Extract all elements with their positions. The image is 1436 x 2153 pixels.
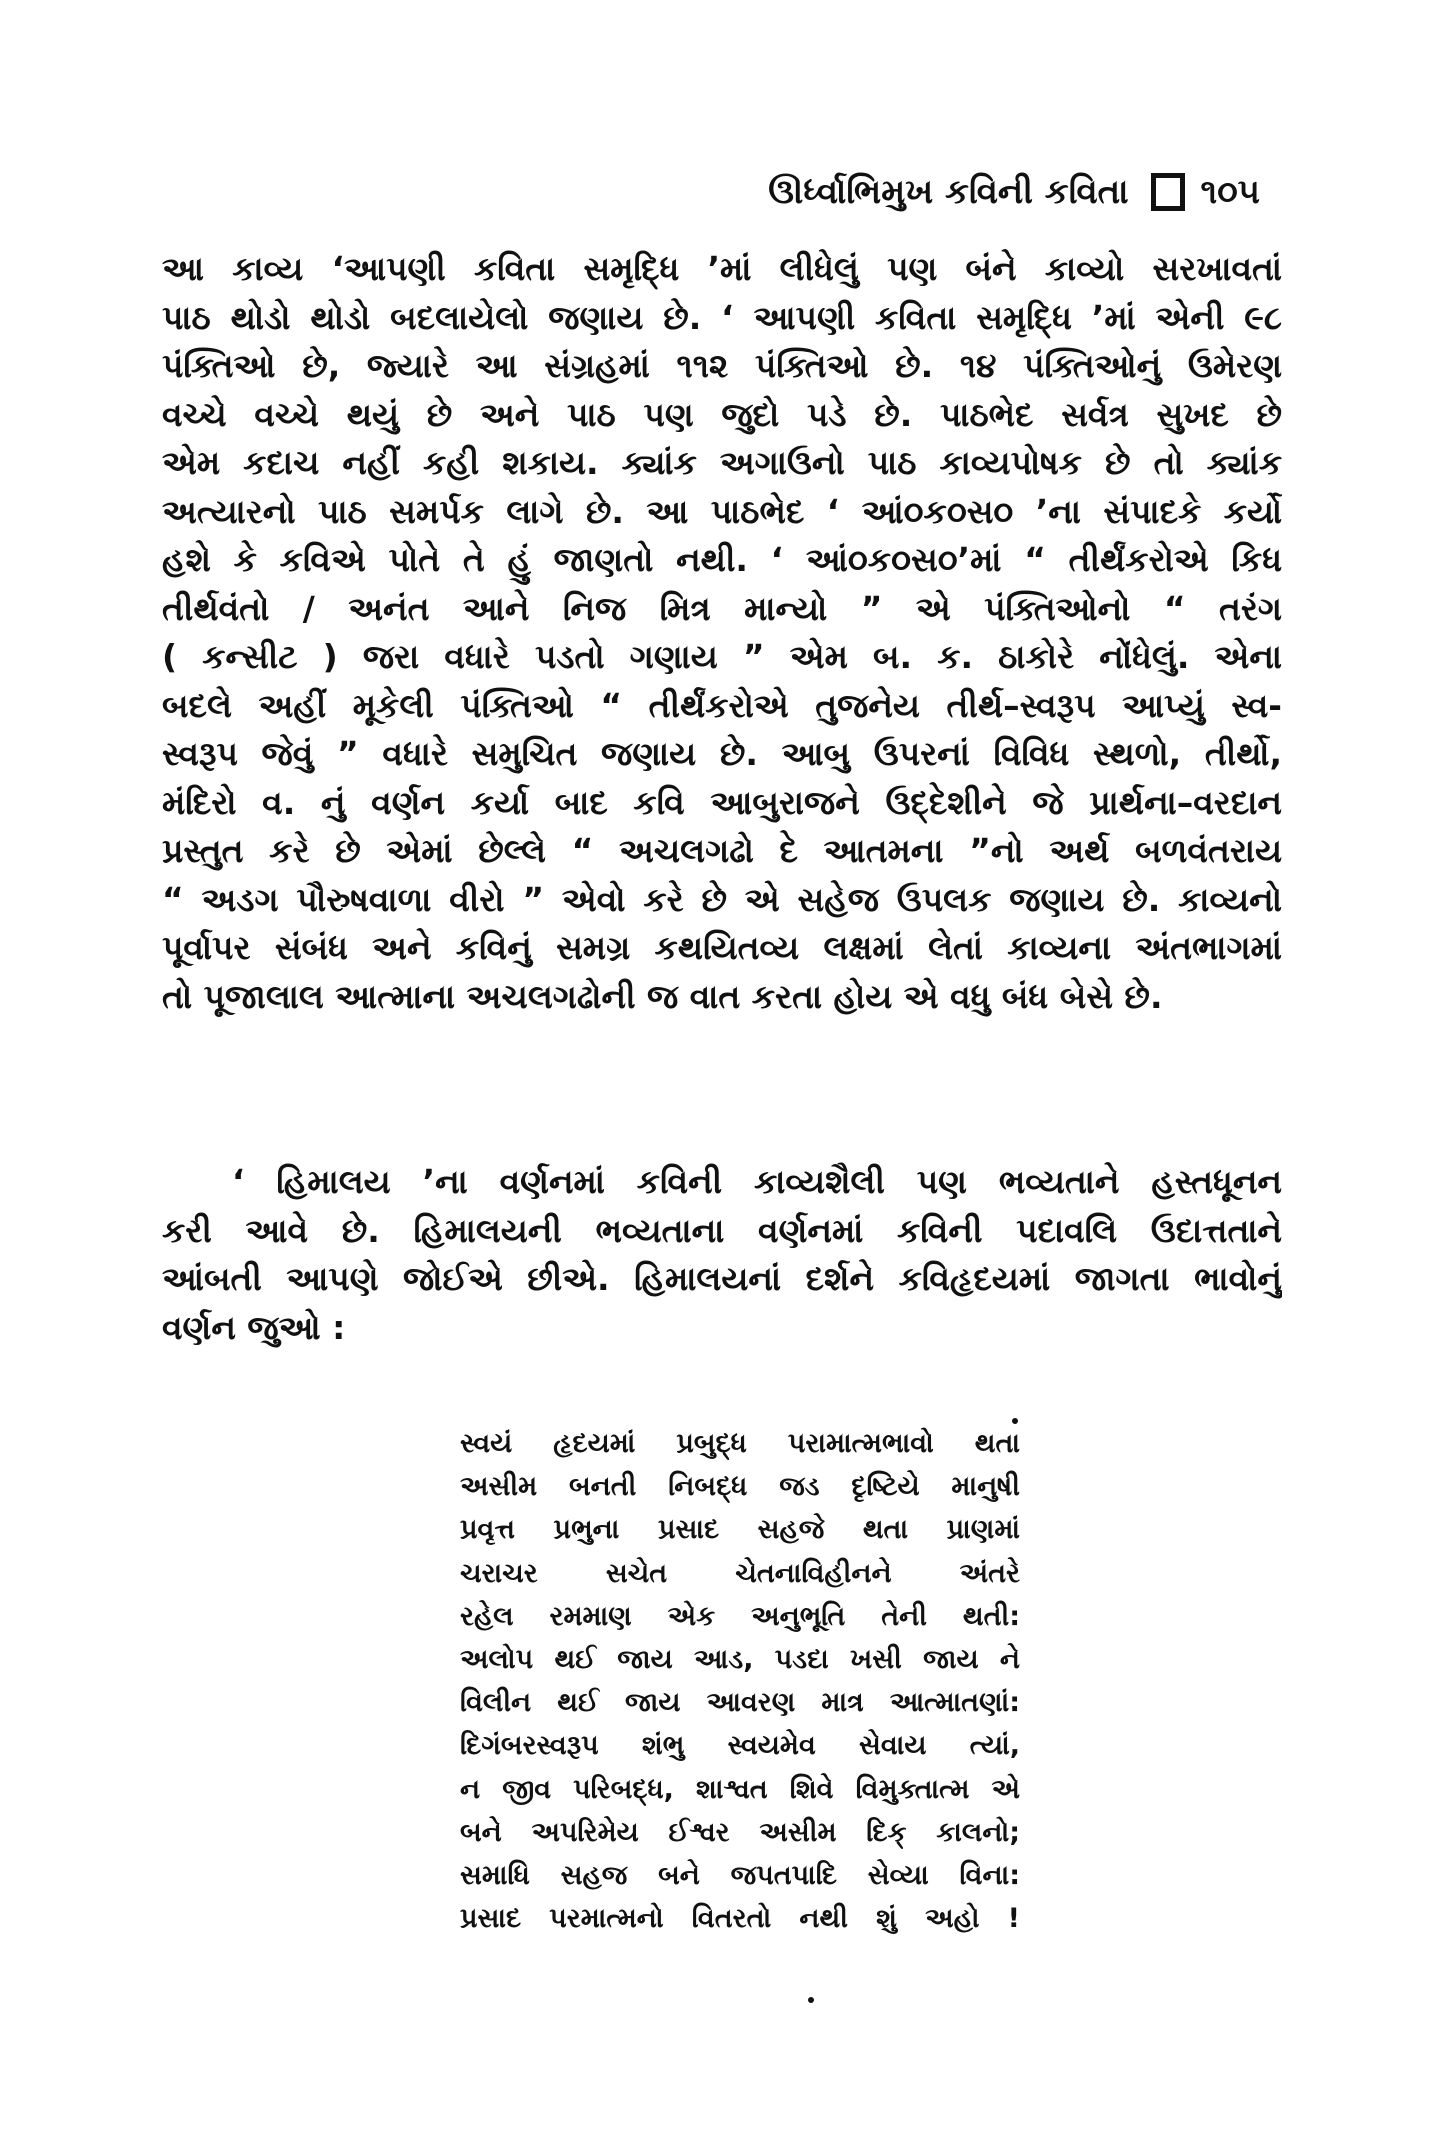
paragraph-1 [162, 245, 1282, 1021]
running-header [640, 162, 1260, 222]
paragraph-1-line: પૂર્વાપર સંબંધ અને કવિનું સમગ્ર કથયિતવ્ય લક્ષમાં લેતાં કાવ્યના અંતભાગમાં [162, 928, 1282, 967]
paragraph-2 [162, 1158, 1282, 1352]
verse-line: બને અપરિમેય ઈશ્વર અસીમ દિક્ કાલનો; [460, 1816, 1020, 1848]
verse-line: પ્રવૃત્ત પ્રભુના પ્રસાદ સહજે થતા પ્રાણમાં [460, 1514, 1020, 1546]
paragraph-2-line: આંબતી આપણે જોઈએ છીએ. હિમાલયનાં દર્શને કવિહૃદયમાં જાગતા ભાવોનું [162, 1259, 1282, 1298]
print-speck [1012, 1418, 1018, 1424]
paragraph-2-line: કરી આવે છે. હિમાલયની ભવ્યતાના વર્ણનમાં કવિની પદાવલિ ઉદાત્તતાને [162, 1210, 1282, 1250]
verse-line: રહેલ રમમાણ એક અનુભૂતિ તેની થતી: [460, 1600, 1020, 1632]
paragraph-1-line: એમ કદાચ નહીં કહી શકાય. ક્યાંક અગાઉનો પાઠ કાવ્યપોષક છે તો ક્યાંક [162, 443, 1282, 482]
paragraph-1-line: ( કન્સીટ ) જરા વધારે પડતો ગણાય ” એમ બ. ક. ઠાકોરે નોંધેલું. એના [162, 637, 1282, 676]
paragraph-1-line: પ્રસ્તુત કરે છે એમાં છેલ્લે “ અચલગઢો દે આતમના ”નો અર્થ બળવંતરાય [162, 831, 1282, 870]
verse-line: વિલીન થઈ જાય આવરણ માત્ર આત્માતણાં: [460, 1687, 1020, 1719]
verse-line: અલોપ થઈ જાય આડ, પડદા ખસી જાય ને [460, 1644, 1020, 1676]
verse-line: સ્વયં હૃદયમાં પ્રબુદ્ધ પરામાત્મભાવો થતા [460, 1428, 1020, 1459]
paragraph-1-line: તો પૂજાલાલ આત્માના અચલગઢોની જ વાત કરતા હોય એ વધુ બંધ બેસે છે. [162, 976, 1163, 1016]
running-header-title: ઊર્ધ્વાભિમુખ કવિની કવિતા [768, 172, 1129, 212]
paragraph-1-line: વચ્ચે વચ્ચે થયું છે અને પાઠ પણ જુદો પડે છે. પાઠભેદ સર્વત્ર સુખદ છે [162, 394, 1282, 434]
paragraph-1-line: હશે કે કવિએ પોતે તે હું જાણતો નથી. ‘ આં૦ક૦સ૦’માં “ તીર્થંકરોએ કિધ [162, 540, 1282, 579]
paragraph-1-line: બદલે અહીં મૂકેલી પંક્તિઓ “ તીર્થંકરોએ તુજનેય તીર્થ–સ્વરૂપ આપ્યું સ્વ- [162, 685, 1282, 725]
paragraph-2-line: વર્ણન જુઓ : [162, 1307, 346, 1347]
verse-line: પ્રસાદ પરમાત્મનો વિતરતો નથી શું અહો ! [460, 1903, 1020, 1935]
verse-line: ન જીવ પરિબદ્ધ, શાશ્વત શિવે વિમુક્તાત્મ એ [460, 1773, 1020, 1805]
paragraph-1-line: આ કાવ્ય ‘આપણી કવિતા સમૃદ્ધિ ’માં લીધેલું પણ બંને કાવ્યો સરખાવતાં [162, 249, 1282, 288]
verse-block [460, 1422, 1020, 1940]
paragraph-1-line: સ્વરૂપ જેવું ” વધારે સમુચિત જણાય છે. આબુ ઉપરનાં વિવિધ સ્થળો, તીર્થો, [162, 734, 1282, 773]
paragraph-1-line: “ અડગ પૌરુષવાળા વીરો ” એવો કરે છે એ સહેજ ઉપલક જણાય છે. કાવ્યનો [162, 879, 1282, 919]
verse-line: અસીમ બનતી નિબદ્ધ જડ દૃષ્ટિયે માનુષી [460, 1471, 1020, 1503]
paragraph-2-line: ‘ હિમાલય ’ના વર્ણનમાં કવિની કાવ્યશૈલી પણ ભવ્યતાને હસ્તધૂનન [232, 1162, 1282, 1201]
print-speck [808, 1997, 814, 2003]
paragraph-1-line: પંક્તિઓ છે, જ્યારે આ સંગ્રહમાં ૧૧૨ પંક્તિઓ છે. ૧૪ પંક્તિઓનું ઉમેરણ [162, 346, 1282, 385]
page-number: ૧૦૫ [1200, 172, 1260, 212]
paragraph-1-line: અત્યારનો પાઠ સમર્પક લાગે છે. આ પાઠભેદ ‘ આં૦ક૦સ૦ ’ના સંપાદકે કર્યો [162, 491, 1282, 531]
header-box-ornament [1151, 173, 1185, 211]
paragraph-1-line: મંદિરો વ. નું વર્ણન કર્યા બાદ કવિ આબુરાજને ઉદ્દેશીને જે પ્રાર્થના–વરદાન [162, 782, 1282, 822]
verse-line: સમાધિ સહજ બને જપતપાદિ સેવ્યા વિના: [460, 1860, 1020, 1892]
paragraph-1-line: પાઠ થોડો થોડો બદલાયેલો જણાય છે. ‘ આપણી કવિતા સમૃદ્ધિ ’માં એની ૯૮ [162, 297, 1282, 337]
paragraph-1-line: તીર્થવંતો / અનંત આને નિજ મિત્ર માન્યો ” એ પંક્તિઓનો “ તરંગ [162, 588, 1282, 628]
verse-line: ચરાચર સચેત ચેતનાવિહીનને અંતરે [460, 1557, 1020, 1589]
verse-line: દિગંબરસ્વરૂપ શંભુ સ્વયમેવ સેવાય ત્યાં, [460, 1730, 1020, 1762]
